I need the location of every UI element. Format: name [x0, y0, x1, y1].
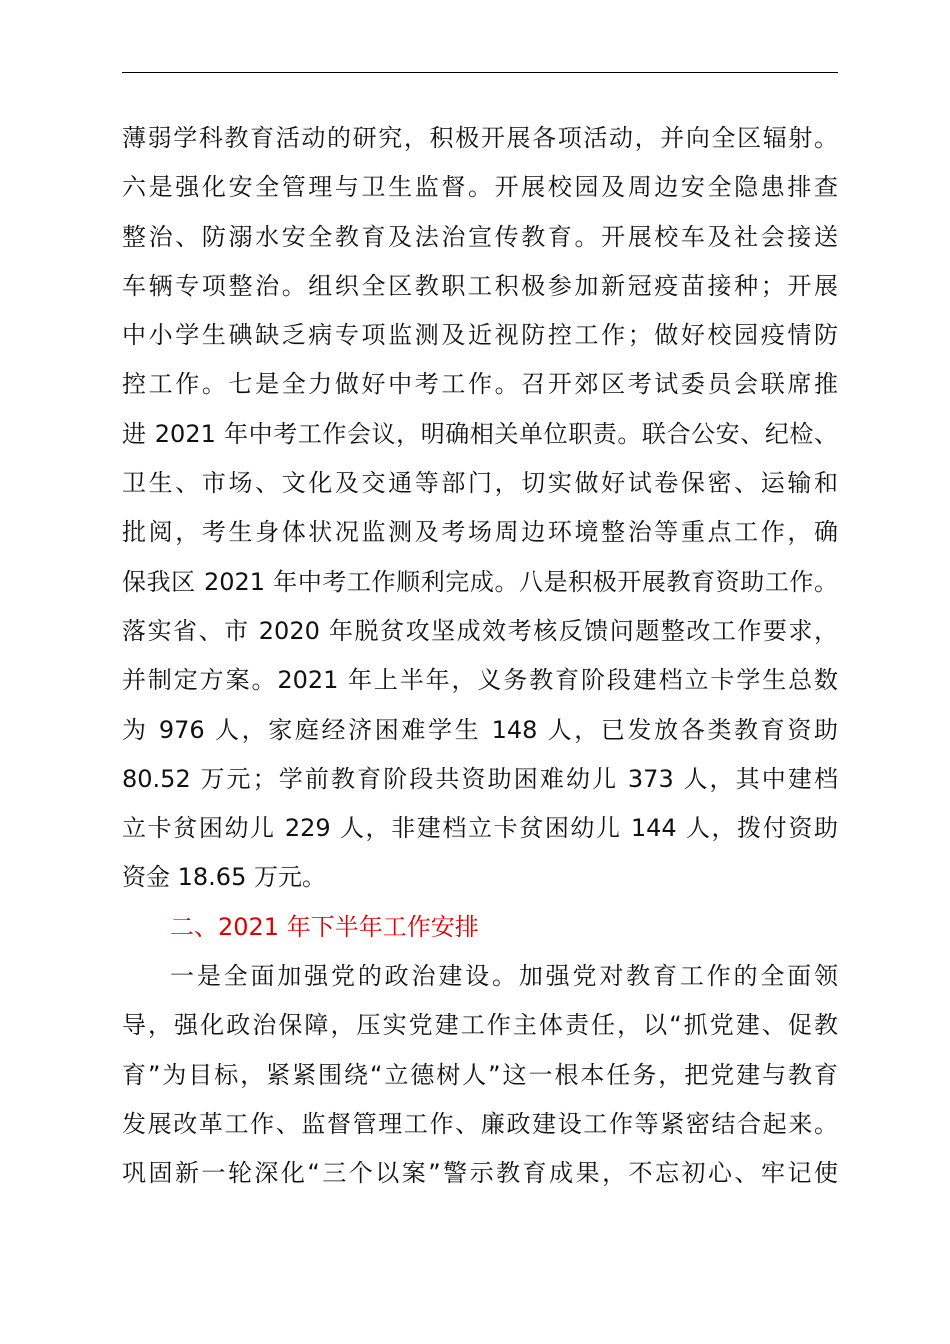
section-heading: 二、2021 年下半年工作安排 — [170, 912, 479, 941]
text-line-9: 批阅，考生身体状况监测及考场周边环境整治等重点工作，确 — [122, 518, 838, 547]
text-line-21: 巩固新一轮深化“三个以案”警示教育成果，不忘初心、牢记使 — [122, 1159, 838, 1188]
text-line-8: 卫生、市场、文化及交通等部门，切实做好试卷保密、运输和 — [122, 469, 838, 498]
document-body — [122, 114, 838, 1199]
text-line-19: 育”为目标，紧紧围绕“立德树人”这一根本任务，把党建与教育 — [122, 1060, 838, 1089]
text-line-2: 六是强化安全管理与卫生监督。开展校园及周边安全隐患排查 — [122, 173, 838, 202]
text-line-10: 保我区 2021 年中考工作顺利完成。八是积极开展教育资助工作。 — [122, 567, 838, 596]
text-line-13: 为 976 人，家庭经济困难学生 148 人，已发放各类教育资助 — [122, 715, 838, 744]
text-line-3: 整治、防溺水安全教育及法治宣传教育。开展校车及社会接送 — [122, 222, 838, 251]
text-line-20: 发展改革工作、监督管理工作、廉政建设工作等紧密结合起来。 — [122, 1109, 838, 1138]
text-line-18: 导，强化政治保障，压实党建工作主体责任，以“抓党建、促教 — [122, 1011, 838, 1040]
text-line-12: 并制定方案。2021 年上半年，义务教育阶段建档立卡学生总数 — [122, 666, 838, 695]
text-line-4: 车辆专项整治。组织全区教职工积极参加新冠疫苗接种；开展 — [122, 271, 838, 300]
text-line-11: 落实省、市 2020 年脱贫攻坚成效考核反馈问题整改工作要求， — [122, 616, 838, 645]
text-line-17: 一是全面加强党的政治建设。加强党对教育工作的全面领 — [170, 962, 838, 991]
text-line-7: 进 2021 年中考工作会议，明确相关单位职责。联合公安、纪检、 — [122, 419, 838, 448]
header-rule — [122, 72, 838, 73]
text-line-1: 薄弱学科教育活动的研究，积极开展各项活动，并向全区辐射。 — [122, 124, 838, 152]
text-line-5: 中小学生碘缺乏病专项监测及近视防控工作；做好校园疫情防 — [122, 321, 838, 350]
text-line-16: 资金 18.65 万元。 — [122, 863, 326, 892]
text-line-15: 立卡贫困幼儿 229 人，非建档立卡贫困幼儿 144 人，拨付资助 — [122, 814, 838, 843]
text-line-6: 控工作。七是全力做好中考工作。召开郊区考试委员会联席推 — [122, 370, 838, 399]
text-line-14: 80.52 万元；学前教育阶段共资助困难幼儿 373 人，其中建档 — [122, 764, 838, 793]
